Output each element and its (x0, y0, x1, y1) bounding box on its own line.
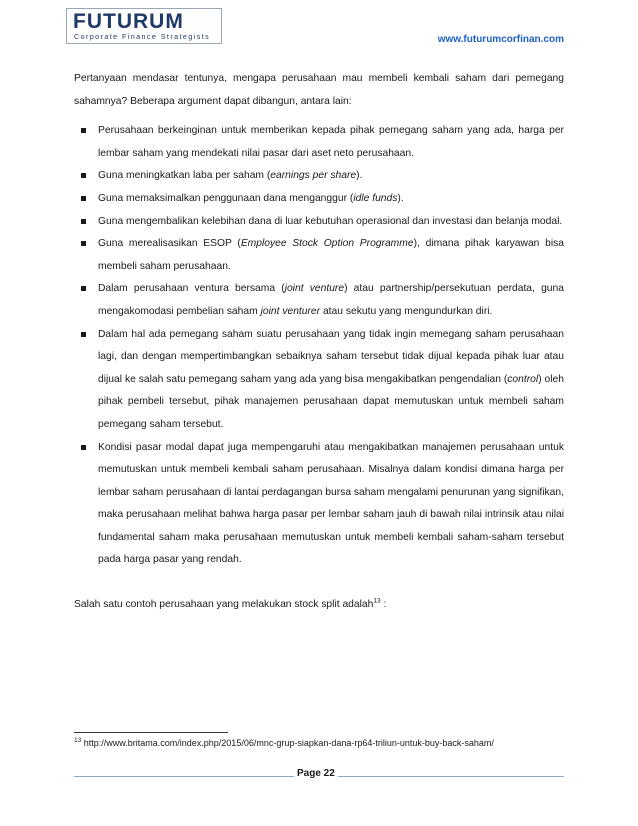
footnote (74, 737, 574, 749)
square-bullet-icon (81, 445, 86, 450)
list-item (74, 211, 564, 234)
list-item-text: atau sekutu yang mengundurkan diri. (320, 305, 493, 317)
website-link[interactable]: www.futurumcorfinan.com (437, 34, 564, 45)
list-item (74, 165, 564, 188)
list-item-text: Dalam perusahaan ventura bersama ( (98, 283, 285, 295)
square-bullet-icon (81, 332, 86, 337)
list-item (74, 188, 564, 211)
list-item-emphasis: control (507, 373, 539, 385)
footnote-number: 13 (74, 737, 82, 744)
list-item-text: ) atau partnership/persekutuan perdata, guna mengakomodasi pembelian saham (98, 283, 564, 317)
list-item (74, 324, 564, 437)
square-bullet-icon (81, 219, 86, 224)
list-item-text: Kondisi pasar modal dapat juga mempengaruhi atau mengakibatkan manajemen perusahaan untuk memutuskan untuk membeli kembali saham perusahaan. Misalnya dalam kondisi dimana harga per lembar saham perusahaan di lantai perdagangan bursa saham mengalami penurunan yang signifikan, maka perusahaan melihat bahwa harga pasar per lembar saham jauh di bawah nilai intrinsik atau nilai fundamental saham maka perusahaan memutuskan untuk membeli kembali saham-saham tersebut pada harga pasar yang rendah. (98, 441, 564, 566)
footnote-reference[interactable]: 13 (373, 597, 381, 605)
list-item-emphasis: earnings per share (270, 170, 357, 182)
list-item-text: Guna memaksimalkan penggunaan dana menganggur ( (98, 192, 354, 204)
paragraph-spacer (74, 572, 564, 594)
list-item-text: Guna meningkatkan laba per saham ( (98, 170, 271, 182)
square-bullet-icon (81, 196, 86, 201)
square-bullet-icon (81, 241, 86, 246)
list-item-text: ). (397, 192, 404, 204)
list-item-text: Guna mengembalikan kelebihan dana di luar kebutuhan operasional dan investasi dan belanja modal. (98, 215, 563, 227)
square-bullet-icon (81, 286, 86, 291)
list-item-emphasis: idle funds (353, 192, 398, 204)
list-item-text: ), dimana pihak karyawan bisa membeli saham perusahaan. (98, 238, 564, 272)
list-item-emphasis: Employee Stock Option Programme (240, 238, 414, 250)
list-item-text: Guna merealisasikan ESOP ( (98, 238, 241, 250)
closing-text: Salah satu contoh perusahaan yang melakukan stock split adalah (74, 599, 374, 611)
footnote-divider (74, 732, 228, 733)
page-number: Page 22 (294, 768, 338, 779)
list-item-text: Perusahaan berkeinginan untuk memberikan kepada pihak pemegang saham yang ada, harga per lembar saham yang mendekati nilai pasar dari aset neto perusahaan. (98, 125, 564, 159)
list-item-emphasis: joint venture (284, 283, 345, 295)
intro-paragraph: Pertanyaan mendasar tentunya, mengapa perusahaan mau membeli kembali saham dari pemegang sahamnya? Beberapa argument dapat dibangun, antara lain: (74, 73, 564, 107)
list-item-text: Dalam hal ada pemegang saham suatu perusahaan yang tidak ingin memegang saham perusahaan lagi, dan dengan mempertimbangkan sebaiknya saham tersebut tidak dijual kepada pihak luar atau dijual ke salah satu pemegang saham yang ada yang bisa mengakibatkan pengendalian ( (98, 328, 564, 385)
list-item-text: ). (356, 170, 363, 182)
closing-paragraph (74, 594, 564, 617)
list-item-emphasis: joint venturer (260, 305, 321, 317)
list-item (74, 233, 564, 278)
closing-tail: : (380, 599, 387, 611)
square-bullet-icon (81, 128, 86, 133)
list-item (74, 437, 564, 573)
page-content (74, 68, 564, 617)
footnote-url[interactable]: http://www.britama.com/index.php/2015/06/mnc-grup-siapkan-dana-rp64-triliun-untuk-buy-back-saham/ (81, 738, 494, 748)
list-item-text: ) oleh pihak pembeli tersebut, pihak manajemen perusahaan dapat memutuskan untuk membeli saham pemegang saham tersebut. (98, 373, 564, 430)
list-item (74, 120, 564, 165)
logo-wordmark: FUTURUM (73, 10, 184, 33)
futurum-logo (66, 8, 222, 44)
list-item (74, 278, 564, 323)
argument-list (74, 120, 564, 572)
logo-tagline: Corporate Finance Strategists (74, 32, 211, 41)
square-bullet-icon (81, 173, 86, 178)
